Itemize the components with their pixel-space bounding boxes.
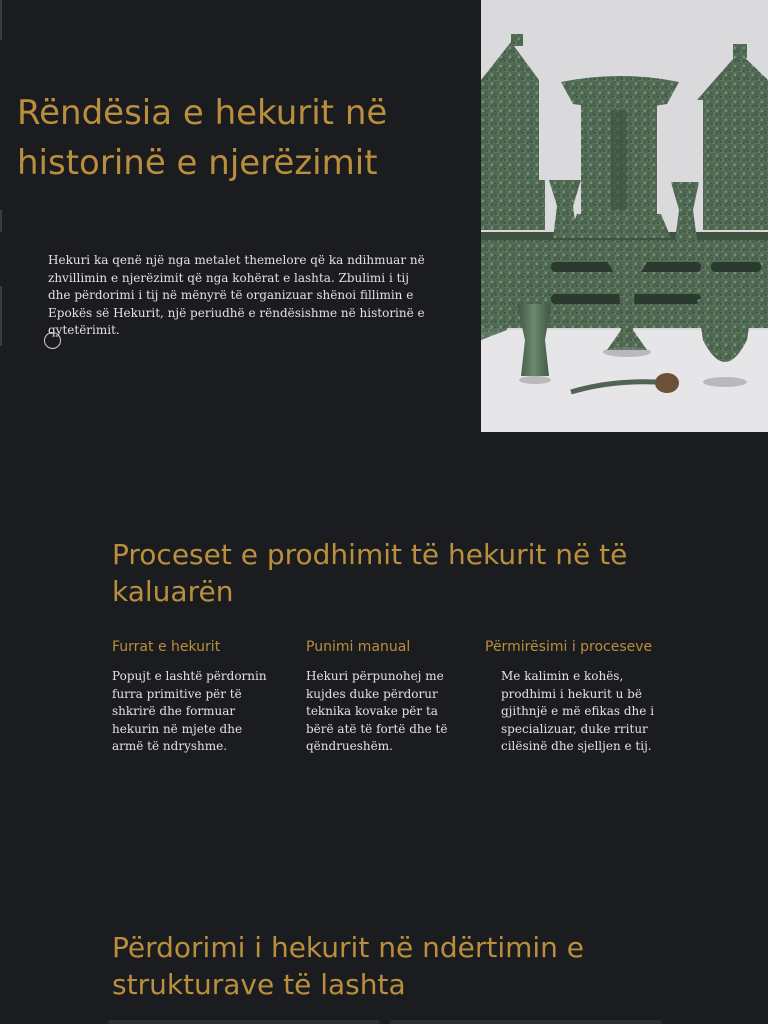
processes-section-title: Proceset e prodhimit të hekurit në të kaluarën bbox=[112, 538, 628, 608]
process-column-manual-work bbox=[306, 638, 456, 756]
bronze-vessels-illustration bbox=[481, 0, 768, 432]
usage-card-top-edge bbox=[108, 1020, 380, 1024]
hero-description: Hekuri ka qenë një nga metalet themelore që ka ndihmuar në zhvillimin e njerëzimit që nga kohërat e lashta. Zbulimi i tij dhe përdorimi i tij në mënyrë të organizuar shënoi fillimin e Epokës së Hekurit, një periudhë e rëndësishme në historinë e qytetërimit. bbox=[48, 253, 425, 337]
process-column-heading: Furrat e hekurit bbox=[112, 639, 221, 655]
usage-section-title: Përdorimi i hekurit në ndërtimin e strukturave të lashta bbox=[112, 931, 585, 1001]
hero-title: Rëndësia e hekurit në historinë e njerëzimit bbox=[17, 93, 388, 183]
process-column-furnaces bbox=[112, 638, 272, 756]
process-column-heading: Punimi manual bbox=[306, 639, 411, 655]
process-column-improvement bbox=[485, 638, 675, 756]
process-column-heading: Përmirësimi i proceseve bbox=[485, 639, 653, 655]
process-column-text: Popujt e lashtë përdornin furra primitive për të shkrirë dhe formuar hekurin në mjete dhe armë të ndryshme. bbox=[112, 669, 267, 753]
cursor-ring-icon bbox=[44, 332, 61, 349]
hero-image bbox=[481, 0, 768, 432]
process-column-text: Me kalimin e kohës, prodhimi i hekurit u bë gjithnjë e më efikas dhe i specializuar, duke rritur cilësinë dhe sjelljen e tij. bbox=[501, 669, 655, 753]
usage-card-top-edge bbox=[390, 1020, 662, 1024]
left-edge-mark bbox=[0, 210, 2, 232]
left-edge-mark bbox=[0, 286, 2, 346]
process-column-text: Hekuri përpunohej me kujdes duke përdorur teknika kovake për ta bërë atë të fortë dhe të qëndrueshëm. bbox=[306, 669, 448, 753]
left-edge-mark bbox=[0, 0, 2, 40]
hero-section bbox=[0, 0, 768, 432]
